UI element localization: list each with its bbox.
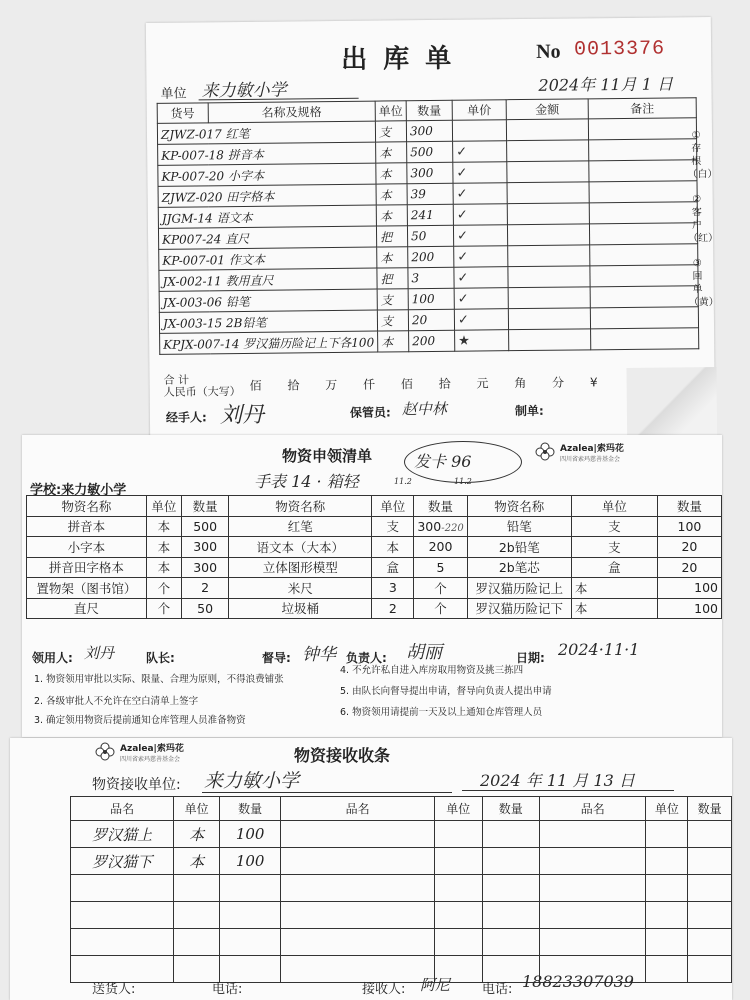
- table-cell: 盒: [571, 557, 657, 578]
- table-cell: 20: [657, 537, 721, 558]
- item-code: ZJWZ-020: [161, 189, 223, 205]
- requisition-date: 2024·11·1: [558, 640, 640, 659]
- table-cell: 300: [182, 537, 229, 558]
- table-cell: [646, 956, 688, 983]
- circled-note-text: 发卡 96: [414, 452, 472, 471]
- table-cell: [688, 875, 732, 902]
- table-cell: 本: [146, 516, 181, 537]
- receipt-date: 2024 年 11 月 13 日: [480, 771, 635, 790]
- check-mark: ✓: [454, 309, 508, 331]
- table-cell: 语文本（大本）: [229, 537, 372, 558]
- table-cell: 罗汉猫历险记上: [467, 578, 571, 599]
- table-row: [27, 578, 722, 599]
- table-cell: [646, 875, 688, 902]
- item-code-name: [159, 268, 377, 291]
- requisition-title: 物资申领清单: [282, 447, 373, 465]
- table-cell: 支: [571, 516, 657, 537]
- table-cell: [434, 902, 482, 929]
- table-cell: 本: [146, 557, 181, 578]
- table-cell: 垃圾桶: [229, 598, 372, 619]
- check-mark: ✓: [454, 246, 508, 268]
- table-cell: 本: [174, 821, 220, 848]
- table-cell: 小字本: [27, 537, 147, 558]
- table-cell: [434, 821, 482, 848]
- item-code-name: [158, 142, 376, 165]
- table-cell: [540, 875, 646, 902]
- rule-text: 4. 不允许私自进入库房取用物资及挑三拣四: [340, 665, 524, 676]
- table-row: [27, 537, 722, 558]
- receiver-label: 领用人:: [32, 651, 73, 665]
- table-cell: [281, 929, 434, 956]
- table-cell: 100: [219, 848, 280, 875]
- item-code: KPJX-007-14: [163, 336, 240, 352]
- table-row: [71, 875, 732, 902]
- table-cell: [174, 902, 220, 929]
- header-qty: 数量: [406, 100, 452, 120]
- remark-cell: [590, 307, 698, 329]
- copy-label: ②客户（红）: [688, 194, 719, 245]
- serial-no: 0013376: [574, 37, 666, 62]
- table-row: [27, 598, 722, 619]
- supervisor-label: 督导:: [262, 651, 291, 665]
- remark-cell: [589, 139, 697, 161]
- table-cell: [540, 848, 646, 875]
- table-row: [71, 902, 732, 929]
- item-name: 教用直尺: [225, 273, 274, 288]
- table-cell: 2: [182, 578, 229, 599]
- item-code-name: [157, 121, 375, 144]
- remark-cell: [591, 328, 699, 350]
- item-code-name: [159, 289, 377, 312]
- item-unit: 本: [376, 205, 407, 226]
- outbound-table: [157, 97, 700, 355]
- maker-label: 制单:: [514, 403, 544, 419]
- item-qty: 20: [408, 309, 454, 330]
- item-code-name: [159, 310, 377, 333]
- azalea-logo: Azalea|索玛花 四川省索玛慈善基金会: [94, 741, 184, 763]
- table-cell: 拼音本: [27, 516, 147, 537]
- table-cell: 本: [571, 578, 657, 599]
- requisition-table: [26, 495, 722, 619]
- table-cell: 个: [414, 598, 467, 619]
- receipt-title: 物资接收收条: [294, 746, 391, 765]
- date-underline: [462, 790, 674, 791]
- table-cell: [71, 875, 174, 902]
- table-cell: [219, 902, 280, 929]
- check-mark: [452, 120, 506, 142]
- item-code: ZJWZ-017: [160, 126, 222, 142]
- header-remark: 备注: [588, 98, 696, 119]
- check-mark: ✓: [454, 288, 508, 310]
- table-cell: 直尺: [27, 598, 147, 619]
- table-cell: [219, 929, 280, 956]
- table-cell: 500: [182, 516, 229, 537]
- amount-cell: [507, 224, 589, 246]
- remark-cell: [589, 160, 697, 182]
- table-cell: 个: [146, 578, 181, 599]
- table-cell: [219, 875, 280, 902]
- item-code: KP-007-20: [161, 168, 225, 184]
- item-code: KP-007-18: [161, 147, 224, 163]
- table-cell: [174, 875, 220, 902]
- table-cell: 支: [571, 537, 657, 558]
- table-cell: 2b铅笔: [467, 537, 571, 558]
- remark-cell: [590, 286, 698, 308]
- date-label: 日期:: [516, 651, 545, 665]
- item-code-name: [158, 205, 376, 228]
- check-mark: ✓: [453, 204, 507, 226]
- item-code: JJGM-14: [161, 210, 213, 226]
- item-qty: 241: [407, 204, 453, 225]
- item-name: 红笔: [225, 126, 250, 141]
- copy-labels: [687, 129, 719, 309]
- check-mark: ✓: [453, 225, 507, 247]
- item-code-name: [160, 331, 378, 354]
- rule-text: 1. 物资领用审批以实际、限量、合理为原则，不得浪费铺张: [34, 674, 284, 685]
- table-cell: 铅笔: [467, 516, 571, 537]
- amount-cell: [507, 182, 589, 204]
- table-cell: 盒: [372, 557, 414, 578]
- table-cell: [281, 902, 434, 929]
- item-name: 田字格本: [226, 189, 275, 204]
- table-cell: 2: [372, 598, 414, 619]
- item-unit: 把: [376, 226, 407, 247]
- receiver-signature: 阿尼: [420, 976, 451, 994]
- remark-cell: [589, 202, 697, 224]
- receiver-signature: 刘丹: [84, 644, 115, 662]
- table-row: [27, 516, 722, 537]
- table-cell: 50: [182, 598, 229, 619]
- table-cell: [482, 848, 539, 875]
- table-cell: [434, 929, 482, 956]
- phone-label: 电话:: [212, 982, 243, 997]
- amount-cell: [508, 287, 590, 309]
- receipt-unit: 来力敏小学: [204, 770, 300, 792]
- table-cell: [281, 848, 434, 875]
- item-qty: 50: [407, 225, 453, 246]
- remark-cell: [590, 265, 698, 287]
- small-date: 11.2: [394, 477, 412, 486]
- rule-text: 3. 确定领用物资后提前通知仓库管理人员准备物资: [34, 715, 246, 726]
- item-qty: 3: [408, 267, 454, 288]
- table-cell: 100: [219, 821, 280, 848]
- unit-underline: [202, 792, 452, 793]
- item-qty: 200: [409, 330, 455, 351]
- unit-label: 单位: [160, 86, 187, 102]
- remark-cell: [589, 223, 697, 245]
- table-cell: 罗汉猫下: [71, 848, 174, 875]
- item-qty: 500: [407, 141, 453, 162]
- item-name: 罗汉猫历险记上下各100: [243, 335, 375, 351]
- table-row: [71, 929, 732, 956]
- copy-label: ①存根（白）: [687, 130, 718, 181]
- item-name: 作文本: [228, 252, 265, 267]
- check-mark: ✓: [453, 141, 507, 163]
- table-cell: [71, 902, 174, 929]
- amount-cell: [508, 245, 590, 267]
- item-code-name: [159, 247, 377, 270]
- table-cell: [482, 929, 539, 956]
- table-cell: 个: [414, 578, 467, 599]
- money-units: 佰 拾 万 仟 佰 拾 元 角 分 ¥: [249, 375, 599, 393]
- responsible-signature: 胡丽: [406, 642, 442, 663]
- remark-cell: [588, 118, 696, 140]
- item-code-name: [158, 163, 376, 186]
- table-cell: [688, 848, 732, 875]
- school-label: 学校:来力敏小学: [30, 483, 127, 498]
- phone-label: 电话:: [482, 982, 513, 997]
- table-cell: [540, 902, 646, 929]
- handwritten-note: 手表 14 · 箱轻: [254, 472, 359, 491]
- outbound-title: 出库单: [341, 43, 468, 75]
- remark-cell: [590, 244, 698, 266]
- table-cell: 5: [414, 557, 467, 578]
- amount-cell: [509, 329, 591, 351]
- edit-note: -220: [441, 522, 464, 534]
- table-row: [71, 821, 732, 848]
- table-cell: 300-220: [414, 516, 467, 537]
- amount-cell: [507, 140, 589, 162]
- receiver-phone: 18823307039: [522, 972, 634, 991]
- keeper-signature: 赵中林: [401, 399, 447, 419]
- table-cell: 米尺: [229, 578, 372, 599]
- table-cell: [688, 821, 732, 848]
- check-mark: ✓: [454, 267, 508, 289]
- check-mark: ✓: [453, 183, 507, 205]
- item-unit: 支: [377, 289, 408, 310]
- handler-label: 经手人:: [165, 410, 207, 425]
- header-unit: 单位: [375, 101, 406, 121]
- header-amount: 金额: [506, 99, 588, 120]
- receiver-label: 接收人:: [362, 982, 406, 997]
- check-mark: ★: [455, 330, 509, 352]
- table-cell: [281, 821, 434, 848]
- table-cell: 红笔: [229, 516, 372, 537]
- amount-cell: [508, 266, 590, 288]
- item-code: JX-003-06: [162, 294, 223, 310]
- item-name: 直尺: [225, 231, 250, 246]
- item-name: 语文本: [216, 210, 253, 225]
- item-code-name: [158, 184, 376, 207]
- requisition-form: [22, 435, 722, 737]
- header-code: 货号: [157, 103, 208, 124]
- table-cell: 本: [146, 537, 181, 558]
- unit-value: 来力敏小学: [201, 80, 287, 102]
- item-qty: 200: [408, 246, 454, 267]
- table-cell: 拼音田字格本: [27, 557, 147, 578]
- table-cell: [646, 848, 688, 875]
- item-name: 2B铅笔: [225, 315, 267, 330]
- table-cell: [646, 902, 688, 929]
- item-unit: 本: [376, 184, 407, 205]
- table-cell: 罗汉猫上: [71, 821, 174, 848]
- table-cell: [281, 956, 434, 983]
- item-name: 拼音本: [227, 147, 264, 162]
- azalea-logo: Azalea|索玛花 四川省索玛慈善基金会: [534, 441, 624, 463]
- table-cell: [281, 875, 434, 902]
- responsible-label: 负责人:: [346, 651, 387, 665]
- item-code: JX-002-11: [162, 273, 222, 289]
- receipt-form: [10, 738, 732, 1000]
- table-cell: [71, 929, 174, 956]
- table-cell: [434, 875, 482, 902]
- handler-signature: 刘丹: [219, 402, 265, 429]
- table-cell: [646, 821, 688, 848]
- item-qty: 100: [408, 288, 454, 309]
- receipt-unit-label: 物资接收单位:: [92, 777, 181, 793]
- captain-label: 队长:: [146, 651, 175, 665]
- table-cell: 100: [657, 516, 721, 537]
- item-name: 小字本: [227, 168, 265, 183]
- table-cell: 200: [414, 537, 467, 558]
- table-cell: 20: [657, 557, 721, 578]
- requisition-header-row: 物资名称 单位 数量 物资名称 单位 数量 物资名称 单位 数量: [27, 496, 722, 517]
- table-cell: 置物架（图书馆）: [27, 578, 147, 599]
- table-cell: [688, 929, 732, 956]
- outbound-slip: [146, 17, 719, 443]
- table-cell: [688, 956, 732, 983]
- table-cell: 本: [372, 537, 414, 558]
- table-cell: 100: [657, 578, 721, 599]
- item-qty: 300: [406, 120, 452, 141]
- item-code-name: [158, 226, 376, 249]
- table-cell: [540, 929, 646, 956]
- table-cell: 立体图形模型: [229, 557, 372, 578]
- amount-cell: [507, 161, 589, 183]
- item-code: KP-007-01: [162, 252, 226, 268]
- table-cell: [688, 902, 732, 929]
- remark-cell: [589, 181, 697, 203]
- amount-cell: [508, 308, 590, 330]
- rule-text: 6. 物资领用请提前一天及以上通知仓库管理人员: [340, 707, 543, 718]
- item-unit: 本: [376, 163, 407, 184]
- item-name: 铅笔: [225, 294, 250, 309]
- header-price: 单价: [452, 100, 506, 121]
- amount-cell: [507, 203, 589, 225]
- table-cell: 3: [372, 578, 414, 599]
- rule-text: 2. 各级审批人不允许在空白清单上签字: [34, 696, 199, 707]
- sender-label: 送货人:: [92, 982, 136, 997]
- item-unit: 本: [378, 331, 409, 352]
- table-cell: 2b笔芯: [467, 557, 571, 578]
- table-row: [71, 848, 732, 875]
- item-code: KP007-24: [162, 231, 222, 247]
- copy-label: ③回单（黄）: [688, 258, 719, 309]
- table-row: [160, 328, 699, 355]
- rule-text: 5. 由队长向督导提出申请，督导向负责人提出申请: [340, 686, 552, 697]
- table-cell: [434, 848, 482, 875]
- item-unit: 本: [376, 142, 407, 163]
- item-code: JX-003-15: [162, 315, 223, 331]
- table-row: [27, 557, 722, 578]
- amount-cell: [506, 119, 588, 141]
- table-cell: 罗汉猫历险记下: [467, 598, 571, 619]
- page-curl: [626, 367, 717, 438]
- flower-icon: [534, 441, 556, 463]
- table-cell: 100: [657, 598, 721, 619]
- table-cell: [482, 821, 539, 848]
- table-cell: [482, 875, 539, 902]
- item-qty: 300: [407, 162, 453, 183]
- item-unit: 本: [377, 247, 408, 268]
- table-cell: 本: [174, 848, 220, 875]
- table-cell: 支: [372, 516, 414, 537]
- item-qty: 39: [407, 183, 453, 204]
- table-cell: 个: [146, 598, 181, 619]
- receipt-header-row: 品名 单位 数量 品名 单位 数量 品名 单位 数量: [71, 797, 732, 821]
- check-mark: ✓: [453, 162, 507, 184]
- item-unit: 支: [375, 121, 406, 142]
- table-cell: [174, 929, 220, 956]
- small-date: 11.2: [454, 477, 472, 486]
- outbound-date: 2024年 11月 1 日: [538, 74, 674, 95]
- item-unit: 支: [377, 310, 408, 331]
- item-unit: 把: [377, 268, 408, 289]
- header-name: 名称及规格: [208, 101, 375, 123]
- table-cell: [646, 929, 688, 956]
- serial-no-label: No: [536, 40, 561, 63]
- total-label: 合 计 人民币（大写）: [163, 373, 241, 399]
- keeper-label: 保管员:: [349, 405, 391, 420]
- table-cell: [482, 902, 539, 929]
- receipt-table: [70, 796, 732, 983]
- flower-icon: [94, 741, 116, 763]
- supervisor-signature: 钟华: [302, 645, 336, 665]
- table-cell: [540, 821, 646, 848]
- table-cell: 300: [182, 557, 229, 578]
- table-cell: 本: [571, 598, 657, 619]
